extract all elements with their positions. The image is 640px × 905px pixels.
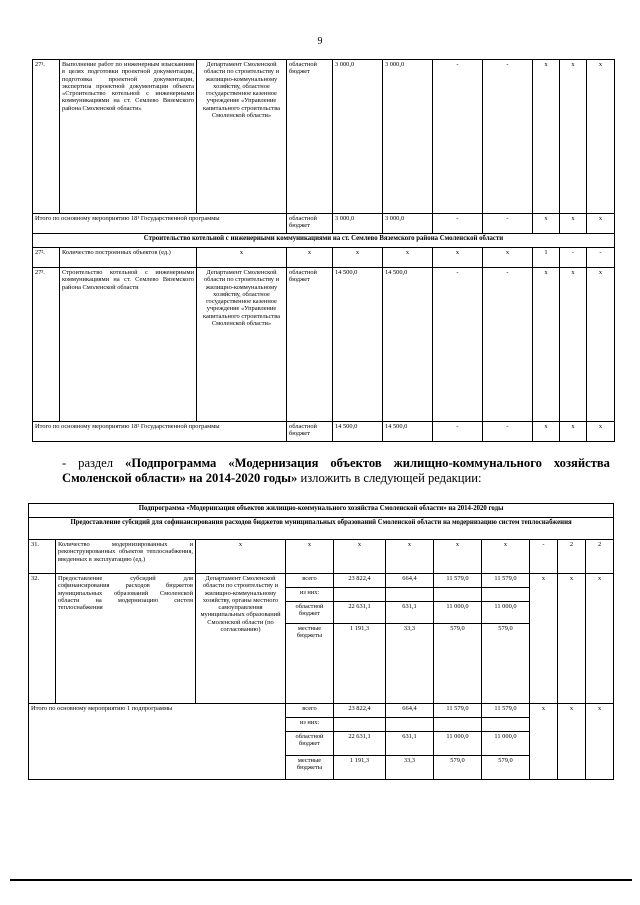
row-executor: Департамент Смоленской области по строительству и жилищно-коммунальному хозяйству, органы местного самоуправления муниципальных образований Смоленской области (по согласованию) [196,574,286,704]
row-executor: Департамент Смоленской области по строительству и жилищно-коммунальному хозяйству, областное государственное казенное учреждение «Управление капитального строительства Смоленской области» [197,60,287,214]
row-source: местные бюджеты [286,624,334,704]
table-row [33,268,615,422]
total-source: всего [286,704,334,718]
row-indicator-3: х [587,60,615,214]
total-year-3: - [483,422,533,442]
total-total [334,718,386,732]
paragraph-suffix: изложить в следующей редакции: [297,471,482,485]
row-source: из них: [286,588,334,602]
section-header: Строительство котельной с инженерными коммуникациями на ст. Семлево Вяземского района Смоленской области [33,234,615,248]
total-year-1 [386,718,434,732]
total-total: 1 191,3 [334,756,386,780]
row-total: 23 822,4 [334,574,386,588]
total-year-1: 33,3 [386,756,434,780]
total-year-3 [482,718,530,732]
row-indicator-1: х [530,574,558,704]
table-bottom [28,503,614,780]
total-year-3: 579,0 [482,756,530,780]
row-source: областной бюджет [287,60,333,214]
row-year-2: х [433,248,483,268]
total-indicator-2: х [558,704,586,780]
row-year-2: - [433,268,483,422]
row-year-1: х [383,248,433,268]
row-year-1: х [386,540,434,574]
section-header-row [33,234,615,248]
row-total: х [334,540,386,574]
total-indicator-3: х [587,422,615,442]
total-total: 23 822,4 [334,704,386,718]
row-total [334,588,386,602]
table-row [33,60,615,214]
row-indicator-2: х [560,60,587,214]
row-indicator-2: х [560,268,587,422]
row-source: х [287,248,333,268]
row-source: областной бюджет [287,268,333,422]
total-name: Итого по основному мероприятию 1 подпрограммы [29,704,286,780]
row-year-3: - [483,268,533,422]
row-indicator-1: х [533,268,560,422]
row-year-2: - [433,60,483,214]
table-row [29,540,614,574]
total-year-1: 631,1 [386,732,434,756]
subprogram-title: Подпрограмма «Модернизация объектов жилищно-коммунального хозяйства Смоленской области» на 2014-2020 годы [29,504,614,518]
row-indicator-3: х [586,574,614,704]
row-name: Количество модернизированных и реконструированных объектов теплоснабжения, введенных в эксплуатацию (ед.) [56,540,196,574]
row-year-3: х [483,248,533,268]
paragraph-bold: «Подпрограмма «Модернизация объектов жилищно-коммунального хозяйства Смоленской области» на 2014-2020 годы» [62,456,610,485]
total-name: Итого по основному мероприятию 18¹ Государственной программы [33,214,287,234]
total-indicator-3: х [586,704,614,780]
total-year-2: - [433,214,483,234]
row-year-2: х [434,540,482,574]
row-number: 31. [29,540,56,574]
row-year-3: - [483,60,533,214]
total-year-3: 11 579,0 [482,704,530,718]
row-total: 14 500,0 [333,268,383,422]
row-number: 27³. [33,268,60,422]
row-total: 1 191,3 [334,624,386,704]
row-year-3: х [482,540,530,574]
total-total: 14 500,0 [333,422,383,442]
total-year-2: 579,0 [434,756,482,780]
total-year-3: - [483,214,533,234]
total-indicator-2: х [560,214,587,234]
total-year-1: 14 500,0 [383,422,433,442]
row-executor: Департамент Смоленской области по строительству и жилищно-коммунальному хозяйству, областное государственное казенное учреждение «Управление капитального строительства Смоленской области» [197,268,287,422]
page-number: 9 [317,36,323,47]
subtitle-row [29,518,614,540]
total-source: областной бюджет [286,732,334,756]
row-year-3: 11 000,0 [482,602,530,624]
row-total: х [333,248,383,268]
total-total: 22 631,1 [334,732,386,756]
total-year-1: 3 000,0 [383,214,433,234]
row-year-1: 33,3 [386,624,434,704]
paragraph-prefix: - раздел [62,456,126,470]
row-number: 32. [29,574,56,704]
row-year-1: 3 000,0 [383,60,433,214]
total-year-2: - [433,422,483,442]
table-row [33,248,615,268]
row-year-2: 11 579,0 [434,574,482,588]
table-row-total [33,214,615,234]
total-indicator-3: х [587,214,615,234]
row-number: 27¹. [33,60,60,214]
row-executor: х [197,248,287,268]
row-indicator-3: 2 [586,540,614,574]
row-name: Строительство котельной с инженерными коммуникациями на ст. Семлево Вяземского района Смоленской области [60,268,197,422]
amendment-paragraph [62,456,610,486]
row-name: Количество построенных объектов (ед.) [60,248,197,268]
row-source: х [286,540,334,574]
table-row-total [29,704,614,718]
row-name: Предоставление субсидий для софинансирования расходов бюджетов муниципальных образований Смоленской области на модернизацию систем теплоснабжения [56,574,196,704]
row-year-1: 631,1 [386,602,434,624]
total-source: областной бюджет [287,422,333,442]
row-indicator-2: 2 [558,540,586,574]
total-source: областной бюджет [287,214,333,234]
total-year-3: 11 000,0 [482,732,530,756]
row-year-1: 664,4 [386,574,434,588]
row-year-2 [434,588,482,602]
row-source: всего [286,574,334,588]
row-number: 27². [33,248,60,268]
total-year-2: 11 000,0 [434,732,482,756]
total-source: местные бюджеты [286,756,334,780]
total-source: из них: [286,718,334,732]
total-total: 3 000,0 [333,214,383,234]
row-indicator-2: - [560,248,587,268]
row-year-1 [386,588,434,602]
table-top [32,59,615,442]
total-indicator-1: х [533,422,560,442]
row-indicator-3: х [587,268,615,422]
row-year-2: 579,0 [434,624,482,704]
total-indicator-1: х [530,704,558,780]
total-name: Итого по основному мероприятию 18² Государственной программы [33,422,287,442]
total-indicator-2: х [560,422,587,442]
table-row-total [33,422,615,442]
row-indicator-2: х [558,574,586,704]
row-indicator-3: - [587,248,615,268]
row-indicator-1: - [530,540,558,574]
subprogram-subtitle: Предоставление субсидий для софинансирования расходов бюджетов муниципальных образований Смоленской области на модернизацию систем теплоснабжения [29,518,614,540]
row-year-1: 14 500,0 [383,268,433,422]
total-indicator-1: х [533,214,560,234]
row-year-3 [482,588,530,602]
row-name: Выполнение работ по инженерным изысканиям в целях подготовки проектной документации, подготовка проектной документации, экспертиза проектной документации объекта «Строительство котельной с инженерными коммуникациями на ст. Семлево Вяземского района Смоленской области» [60,60,197,214]
table-row [29,574,614,588]
row-executor: х [196,540,286,574]
total-year-2 [434,718,482,732]
row-year-2: 11 000,0 [434,602,482,624]
footer-rule [10,879,632,881]
row-source: областной бюджет [286,602,334,624]
total-year-1: 664,4 [386,704,434,718]
row-total: 3 000,0 [333,60,383,214]
row-year-3: 11 579,0 [482,574,530,588]
title-row [29,504,614,518]
row-total: 22 631,1 [334,602,386,624]
row-indicator-1: х [533,60,560,214]
row-year-3: 579,0 [482,624,530,704]
total-year-2: 11 579,0 [434,704,482,718]
row-indicator-1: 1 [533,248,560,268]
